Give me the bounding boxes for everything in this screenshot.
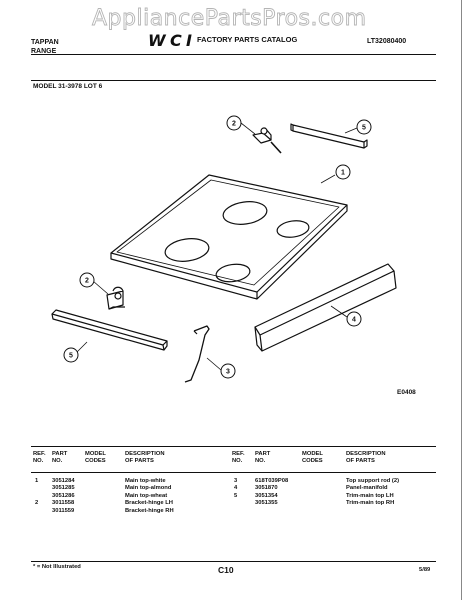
table-cell: Bracket-hinge LH (125, 500, 173, 507)
exploded-parts-diagram (31, 95, 441, 415)
table-cell: 3051285 (52, 485, 75, 492)
table-cell: Main top-wheat (125, 492, 168, 499)
logo-text: WCI (148, 31, 192, 49)
header-rule (31, 54, 436, 55)
table-cell: 3011558 (52, 500, 75, 507)
figure-number: E0408 (397, 389, 416, 396)
callout-5-lower-label: 5 (69, 352, 73, 360)
footer-rule (31, 561, 436, 562)
model-line: MODEL 31-3978 LOT 6 (33, 83, 103, 90)
print-date: 5/89 (419, 567, 431, 573)
page-number: C10 (218, 565, 234, 575)
table-cell: Trim-main top RH (346, 500, 395, 507)
table-cell (35, 493, 38, 500)
right-part-column (255, 478, 288, 508)
front-trim-lower (52, 310, 167, 350)
table-cell: Top support rod (2) (346, 478, 400, 484)
table-cell: 1 (35, 478, 39, 484)
left-part-column (52, 478, 75, 515)
cooktop-main-top (111, 175, 347, 299)
callout-4-label: 4 (352, 316, 356, 324)
callout-5-upper (357, 120, 371, 134)
catalog-title: FACTORY PARTS CATALOG (197, 35, 298, 44)
table-cell: 5 (234, 492, 238, 499)
callout-3 (221, 364, 235, 378)
left-ref-column (35, 478, 38, 515)
table-cell: 618T039P08 (255, 478, 289, 484)
callout-3-label: 3 (226, 368, 230, 376)
table-cell: 2 (35, 500, 39, 507)
table-cell: Trim-main top LH (346, 492, 394, 499)
brand-line-1: TAPPAN (31, 39, 59, 46)
header-ref-left: REF. NO. (33, 451, 46, 464)
header-part-left: PART NO. (52, 451, 68, 464)
table-header-rule (31, 472, 436, 473)
hinge-bracket-upper (253, 128, 281, 153)
table-cell (234, 500, 237, 507)
table-cell: 3051286 (52, 492, 75, 499)
model-rule-top (31, 80, 436, 81)
catalog-code: LT32080400 (367, 38, 407, 45)
right-desc-column (346, 478, 399, 508)
support-rod (185, 326, 209, 382)
wci-logo (147, 31, 193, 54)
table-cell: 3051355 (255, 500, 278, 507)
watermark: AppliancePartsPros.com (92, 6, 367, 31)
callout-2-upper-label: 2 (232, 120, 236, 128)
table-cell: 3 (234, 478, 238, 484)
hinge-bracket-lower (107, 287, 125, 309)
callout-5-upper-label: 5 (362, 124, 366, 132)
table-cell: 4 (234, 485, 238, 492)
callout-5-lower (64, 348, 78, 362)
header-part-right: PART NO. (255, 451, 271, 464)
table-cell: Panel-manifold (346, 485, 388, 492)
rear-trim-upper (291, 124, 367, 148)
table-rule-top (31, 446, 436, 447)
callout-1-label: 1 (341, 169, 345, 177)
table-cell: 3051354 (255, 492, 278, 499)
callout-2-lower (80, 273, 94, 287)
header-model-right: MODEL CODES (302, 451, 323, 464)
table-cell: 3011559 (52, 507, 75, 514)
table-cell: 3051870 (255, 485, 278, 492)
header-desc-right: DESCRIPTION OF PARTS (346, 451, 386, 464)
table-cell: 3051284 (52, 478, 75, 484)
table-cell (35, 508, 38, 515)
callout-1 (336, 165, 350, 179)
left-desc-column (125, 478, 174, 515)
wci-logo-graphic (147, 31, 193, 49)
table-cell (35, 485, 38, 492)
manifold-panel (255, 264, 396, 351)
header-desc-left: DESCRIPTION OF PARTS (125, 451, 165, 464)
brand-line-2: RANGE (31, 48, 57, 55)
right-ref-column (234, 478, 237, 508)
table-cell: Bracket-hinge RH (125, 507, 174, 514)
header-ref-right: REF. NO. (232, 451, 245, 464)
callout-4 (347, 312, 361, 326)
callout-2-lower-label: 2 (85, 277, 89, 285)
footnote: * = Not Illustrated (33, 564, 81, 570)
table-cell: Main top-white (125, 478, 166, 484)
callout-2-upper (227, 116, 241, 130)
table-cell: Main top-almond (125, 485, 172, 492)
header-model-left: MODEL CODES (85, 451, 106, 464)
